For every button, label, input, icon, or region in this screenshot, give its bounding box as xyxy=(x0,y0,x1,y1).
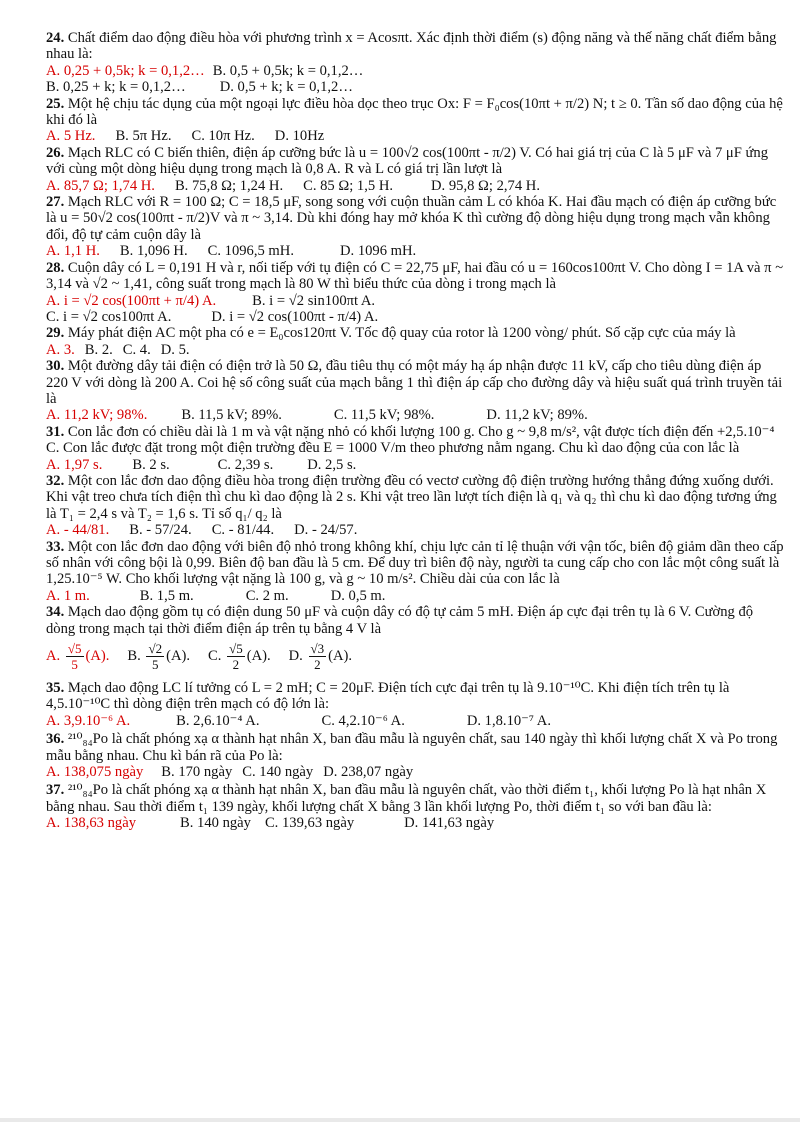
option-letter: A. xyxy=(46,647,61,664)
option-letter: B. xyxy=(127,647,141,664)
option-c: C. 140 ngày xyxy=(242,764,314,781)
question-text: Con lắc đơn có chiều dài là 1 m và vật nặng nhỏ có khối lượng 100 g. Cho g ~ 9,8 m/s², vật được tích điện đến +2,5.10⁻⁴ C. Con lắc được đặt trong một điện trường đều E = 1000 V/m theo phương nằm ngang. Chu kì dao động của con lắc là xyxy=(46,423,775,457)
option-d: D. 11,2 kV; 89%. xyxy=(486,407,588,424)
question-33 xyxy=(46,539,784,588)
options-31 xyxy=(46,457,784,473)
question-24 xyxy=(46,30,784,63)
option-a: A. 138,63 ngày xyxy=(46,815,136,832)
option-end: . xyxy=(186,647,191,664)
option-a: A. 1,1 H. xyxy=(46,243,100,260)
option-a: A. i = √2 cos(100πt + π/4) A. xyxy=(46,292,217,309)
question-number: 28. xyxy=(46,259,65,276)
fraction-numerator: √5 xyxy=(67,641,82,657)
question-number: 36. xyxy=(46,731,65,748)
question-37 xyxy=(46,782,784,815)
fraction-denominator: 5 xyxy=(152,657,159,673)
options-24 xyxy=(46,63,784,79)
question-text: Mạch dao động gồm tụ có điện dung 50 μF và cuộn dây có độ tự cảm 5 mH. Điện áp cực đại trên tụ là 6 V. Cường độ dòng trong mạch tại thời điểm điện áp trên tụ bằng 4 V là xyxy=(46,604,754,637)
option-a: A. 85,7 Ω; 1,74 H. xyxy=(46,177,155,194)
option-d: D. 10Hz xyxy=(274,128,325,145)
question-number: 30. xyxy=(46,358,65,375)
option-a: A. - 44/81. xyxy=(46,522,110,539)
question-35 xyxy=(46,680,784,713)
option-c: C. i = √2 cos100πt A. xyxy=(46,308,172,325)
unit: (A) xyxy=(85,647,106,664)
options-27 xyxy=(46,243,784,259)
option-b: B. 170 ngày xyxy=(161,764,233,781)
option-b xyxy=(127,641,190,672)
unit: (A) xyxy=(328,647,349,664)
option-a: A. 1 m. xyxy=(46,587,90,604)
options-25 xyxy=(46,128,784,144)
question-26 xyxy=(46,145,784,178)
option-d: D. - 24/57. xyxy=(294,522,358,539)
fraction xyxy=(66,641,84,672)
option-c: B. 0,25 + k; k = 0,1,2… xyxy=(46,79,186,96)
option-c: C. 4. xyxy=(122,341,151,358)
question-number: 33. xyxy=(46,538,65,555)
question-text: Một con lắc đơn dao động với biên độ nhỏ trong không khí, chịu lực cản tỉ lệ thuận với vận tốc, biên độ giảm dần theo cấp số nhân với công bội là 0,99. Biên độ ban đầu là 5 cm. Để duy trì biên độ này, người ta cung cấp cho con lắc một công suất là 1,25.10⁻⁵ W. Cho khối lượng vật nặng là 100 g, và g ~ 10 m/s². Chiều dài của con lắc là xyxy=(46,538,784,588)
option-c: C. 11,5 kV; 98%. xyxy=(333,407,435,424)
option-d: D. 141,63 ngày xyxy=(404,815,495,832)
question-text: Mạch dao động LC lí tưởng có L = 2 mH; C = 20μF. Điện tích cực đại trên tụ là 9.10⁻¹⁰C. Khi điện tích trên tụ là 4,5.10⁻¹⁰C thì dòng điện trên mạch có độ lớn là: xyxy=(46,680,730,713)
option-d: D. i = √2 cos(100πt - π/4) A. xyxy=(211,308,379,325)
fraction-denominator: 2 xyxy=(232,657,240,673)
question-text: Mạch RLC có C biến thiên, điện áp cưỡng bức là u = 100√2 cos(100πt - π/2) V. Có hai giá trị của C là 5 μF và 7 μF ứng với cùng một dòng hiệu dụng trong mạch là 0,8 A. R và L có giá trị lần lượt là xyxy=(46,144,769,178)
question-32 xyxy=(46,473,784,522)
option-b: B. 2 s. xyxy=(132,456,170,473)
option-d: D. 5. xyxy=(160,341,190,358)
option-a: A. 3. xyxy=(46,341,75,358)
option-a: A. 11,2 kV; 98%. xyxy=(46,407,148,424)
options-28b xyxy=(46,309,784,325)
option-a: A. 5 Hz. xyxy=(46,128,96,145)
option-a: A. 1,97 s. xyxy=(46,456,103,473)
question-28 xyxy=(46,260,784,293)
option-end: . xyxy=(266,647,271,664)
options-32 xyxy=(46,522,784,538)
question-number: 37. xyxy=(46,782,65,799)
options-29 xyxy=(46,342,784,358)
fraction xyxy=(309,641,327,672)
option-d: D. 1,8.10⁻⁷ A. xyxy=(466,712,551,729)
question-30 xyxy=(46,358,784,407)
option-b: B. 1,5 m. xyxy=(139,587,194,604)
question-27 xyxy=(46,194,784,243)
option-b: B. 2. xyxy=(84,341,113,358)
options-33 xyxy=(46,588,784,604)
question-text: Một con lắc đơn dao động điều hòa trong điện trường đều có vectơ cường độ điện trường hướng thẳng đứng xuống dưới. Khi vật treo chưa tích điện thì chu kì dao động là 2 s. Khi vật treo lần lượt tích điện là q₁ và q₂ thì chu kì dao động tương ứng là T₁ = 2,4 s và T₂ = 1,6 s. Tỉ số q₁/ q₂ là xyxy=(46,472,777,522)
question-text: Một đường dây tải điện có điện trở là 50 Ω, đầu tiêu thụ có một máy hạ áp nhận được 11 kV, cấp cho tiêu dùng điện áp 220 V với dòng là 200 A. Coi hệ số công suất của mạch bằng 1 thì điện áp cấp cho đường dây và hiệu suất quá trình truyền tải là xyxy=(46,358,783,407)
fraction xyxy=(146,641,164,672)
question-34 xyxy=(46,604,784,637)
option-c xyxy=(208,641,271,672)
option-b: B. - 57/24. xyxy=(129,522,192,539)
fraction-numerator: √3 xyxy=(310,641,325,657)
question-text: Cuộn dây có L = 0,191 H và r, nối tiếp với tụ điện có C = 22,75 μF, hai đầu có u = 160cos100πt V. Cho dòng I = 1A và π ~ 3,14 và √2 ~ 1,41, công suất trong mạch là 80 W thì biểu thức của dòng i trong mạch là xyxy=(46,259,784,293)
option-c: C. 85 Ω; 1,5 H. xyxy=(303,177,394,194)
option-c: C. 2,39 s. xyxy=(217,456,274,473)
option-end: . xyxy=(105,647,110,664)
option-d: D. 0,5 + k; k = 0,1,2… xyxy=(219,79,353,96)
option-d: D. 238,07 ngày xyxy=(323,764,414,781)
option-b: B. 140 ngày xyxy=(180,815,251,832)
question-number: 34. xyxy=(46,604,65,621)
question-number: 31. xyxy=(46,423,65,440)
fraction-denominator: 5 xyxy=(71,657,78,673)
option-a: A. 0,25 + 0,5k; k = 0,1,2… xyxy=(46,62,205,79)
option-c: C. 10π Hz. xyxy=(191,128,255,145)
document-page xyxy=(46,30,784,832)
question-number: 26. xyxy=(46,144,65,161)
option-b: B. 0,5 + 0,5k; k = 0,1,2… xyxy=(212,62,364,79)
question-number: 32. xyxy=(46,472,65,489)
question-number: 25. xyxy=(46,95,65,112)
option-d: D. 0,5 m. xyxy=(330,587,386,604)
option-d xyxy=(289,641,352,672)
question-31 xyxy=(46,424,784,457)
option-a xyxy=(46,641,109,672)
option-d: D. 1096 mH. xyxy=(339,243,417,260)
question-number: 35. xyxy=(46,680,65,697)
options-35 xyxy=(46,713,784,729)
question-25 xyxy=(46,96,784,129)
fraction-numerator: √2 xyxy=(148,641,163,657)
options-34 xyxy=(46,641,784,672)
question-text: Chất điểm dao động điều hòa với phương trình x = Acosπt. Xác định thời điểm (s) động năng và thế năng chất điểm bằng nhau là: xyxy=(46,30,777,63)
question-36 xyxy=(46,731,784,764)
option-letter: D. xyxy=(288,647,303,664)
option-d: D. 2,5 s. xyxy=(307,456,357,473)
unit: (A) xyxy=(166,647,187,664)
page-bottom-edge xyxy=(0,1118,800,1122)
option-c: C. 1096,5 mH. xyxy=(207,243,294,260)
options-36 xyxy=(46,764,784,780)
option-a: A. 3,9.10⁻⁶ A. xyxy=(46,712,131,729)
option-c: C. 139,63 ngày xyxy=(264,815,355,832)
fraction-numerator: √5 xyxy=(229,641,243,657)
option-b: B. 11,5 kV; 89%. xyxy=(181,407,282,424)
options-24b xyxy=(46,79,784,95)
option-b: B. 1,096 H. xyxy=(119,243,188,260)
options-37 xyxy=(46,815,784,831)
option-a: A. 138,075 ngày xyxy=(46,764,144,781)
options-26 xyxy=(46,178,784,194)
question-text: ²¹⁰₈₄Po là chất phóng xạ α thành hạt nhân X, ban đầu mẫu là nguyên chất, sau 140 ngày thì khối lượng chất X và Po trong mẫu bằng nhau. Chu kì bán rã của Po là: xyxy=(46,731,778,764)
question-number: 24. xyxy=(46,30,65,46)
question-number: 27. xyxy=(46,194,65,211)
question-text: Một hệ chịu tác dụng của một ngoại lực điều hòa dọc theo trục Ox: F = F₀cos(10πt + π/2) N; t ≥ 0. Tần số dao động của hệ khi đó là xyxy=(46,95,783,129)
option-c: C. 2 m. xyxy=(245,587,289,604)
question-text: Mạch RLC với R = 100 Ω; C = 18,5 μF, song song với cuộn thuần cảm L có khóa K. Hai đầu mạch có điện áp cưỡng bức là u = 50√2 cos(100πt - π/2)V và π ~ 3,14. Dù khi đóng hay mở khóa K thì cường độ dòng hiệu dụng trong mạch vẫn không đổi, độ tự cảm cuộn dây là xyxy=(46,194,777,243)
option-b: B. 2,6.10⁻⁴ A. xyxy=(176,712,260,729)
option-d: D. 95,8 Ω; 2,74 H. xyxy=(431,177,540,194)
option-c: C. - 81/44. xyxy=(211,522,275,539)
unit: (A) xyxy=(246,647,267,664)
question-29 xyxy=(46,325,784,341)
question-number: 29. xyxy=(46,325,65,342)
options-28 xyxy=(46,293,784,309)
option-c: C. 4,2.10⁻⁶ A. xyxy=(321,712,405,729)
option-b: B. i = √2 sin100πt A. xyxy=(252,292,376,309)
options-30 xyxy=(46,407,784,423)
option-b: B. 5π Hz. xyxy=(115,128,172,145)
question-text: ²¹⁰₈₄Po là chất phóng xạ α thành hạt nhân X, ban đầu mẫu là nguyên chất, vào thời điểm t₁, khối lượng Po là hạt nhân X bằng nhau. Sau thời điểm t₁ 139 ngày, khối lượng chất X bằng 3 lần khối lượng Po, thời điểm t₁ so với ban đầu là: xyxy=(46,782,767,815)
question-text: Máy phát điện AC một pha có e = E₀cos120πt V. Tốc độ quay của rotor là 1200 vòng/ phút. Số cặp cực của máy là xyxy=(67,325,736,342)
fraction-denominator: 2 xyxy=(314,657,321,673)
option-b: B. 75,8 Ω; 1,24 H. xyxy=(174,177,284,194)
option-end: . xyxy=(348,647,353,664)
fraction xyxy=(227,641,245,672)
option-letter: C. xyxy=(208,647,222,664)
